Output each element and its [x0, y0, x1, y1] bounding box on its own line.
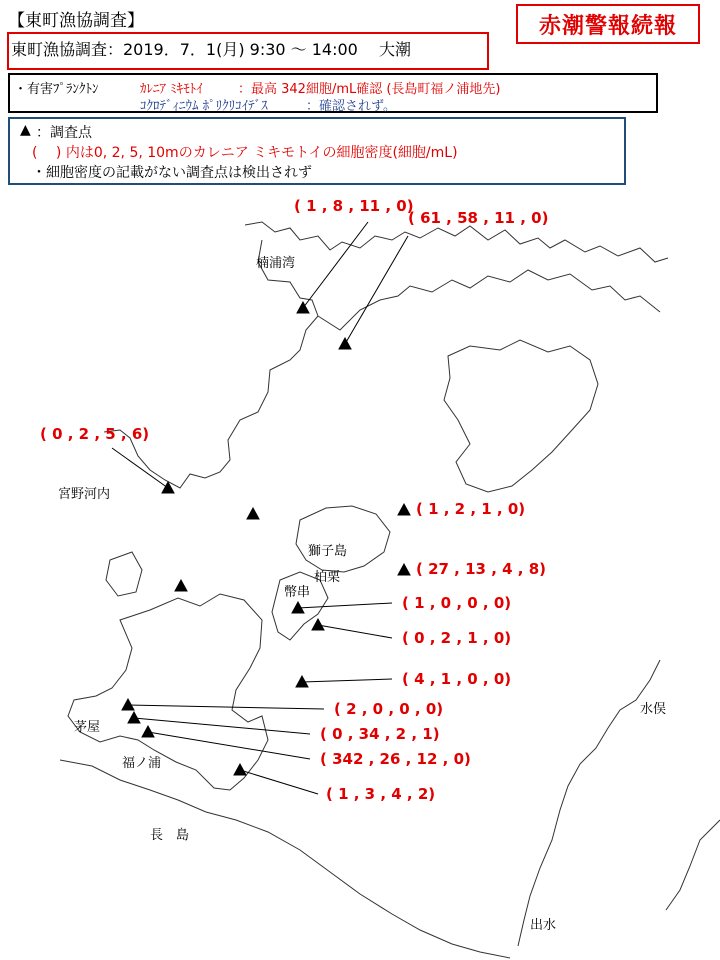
place-yuzuri: 柏栗 [314, 570, 341, 585]
station-label-s7: ( 27 , 13 , 4 , 8) [416, 560, 546, 578]
place-izumi: 出水 [530, 918, 557, 933]
west-island-1 [106, 552, 142, 596]
mainland-west [68, 594, 268, 790]
species2-result: ：確認されず。 [306, 99, 396, 114]
legend-marker-label: ：調査点 [36, 125, 92, 141]
leader-line-s11 [128, 705, 324, 709]
leader-line-s13 [148, 732, 310, 759]
leader-line-s1 [303, 222, 368, 308]
station-marker-s13[interactable] [142, 726, 154, 737]
station-label-s1: ( 1 , 8 , 11 , 0) [294, 197, 414, 215]
station-marker-s6[interactable] [398, 504, 410, 515]
species2-name: ｺｸﾛﾃﾞｨﾆｳﾑ ﾎﾟﾘｸﾘｺｲﾃﾞｽ [140, 99, 268, 114]
page-title: 【東町漁協調査】 [8, 11, 144, 31]
station-marker-s2[interactable] [339, 338, 351, 349]
legend-panel [8, 117, 626, 185]
station-label-s2: ( 61 , 58 , 11 , 0) [408, 209, 549, 227]
station-marker-s12[interactable] [128, 712, 140, 723]
station-marker-s1[interactable] [297, 302, 309, 313]
species1-name: ｶﾚﾆｱ ﾐｷﾓﾄｲ [140, 82, 203, 97]
station-marker-s4[interactable] [247, 508, 259, 519]
coastline-map [0, 190, 720, 960]
station-label-s3: ( 0 , 2 , 5 , 6) [40, 425, 150, 443]
kusuura-bay [104, 240, 318, 488]
station-marker-s11[interactable] [122, 699, 134, 710]
island-east [444, 340, 598, 492]
leader-line-s2 [345, 236, 408, 344]
place-kayashima: 茅屋 [74, 720, 101, 735]
station-marker-s9[interactable] [312, 619, 324, 630]
survey-info: 東町漁協調査：2019．7．1(月) 9:30 ～ 14:00 大潮 [7, 32, 489, 70]
shishijima-island [296, 506, 390, 572]
alert-badge: 赤潮警報続報 [516, 4, 700, 44]
station-label-s10: ( 4 , 1 , 0 , 0) [402, 670, 512, 688]
leader-line-s9 [318, 625, 392, 638]
species1-result: ：最高 342細胞/mL確認 (長島町福ノ浦地先) [238, 82, 501, 97]
station-label-s9: ( 0 , 2 , 1 , 0) [402, 629, 512, 647]
leader-line-s12 [134, 718, 310, 734]
station-label-s12: ( 0 , 34 , 2 , 1) [320, 725, 440, 743]
legend-no-data-note: ・細胞密度の記載がない調査点は検出されず [32, 165, 312, 181]
place-kusuura: 楠浦湾 [256, 256, 296, 271]
place-fukunoura: 福ノ浦 [122, 756, 162, 771]
leader-line-s3 [112, 448, 168, 488]
leader-line-s10 [302, 679, 392, 682]
nagashima-south [60, 760, 510, 958]
place-shishijima: 獅子島 [308, 544, 348, 559]
plankton-panel [8, 73, 658, 113]
station-marker-s5[interactable] [175, 580, 187, 591]
station-marker-s7[interactable] [398, 564, 410, 575]
station-label-s13: ( 342 , 26 , 12 , 0) [320, 750, 471, 768]
station-label-s14: ( 1 , 3 , 4 , 2) [326, 785, 436, 803]
station-marker-s14[interactable] [234, 764, 246, 775]
leader-line-s14 [240, 770, 318, 794]
place-heigushi: 幣串 [284, 585, 311, 600]
station-label-s8: ( 1 , 0 , 0 , 0) [402, 594, 512, 612]
legend-paren-note: ( ) 内は0, 2, 5, 10mのカレニア ミキモトイの細胞密度(細胞/mL) [32, 145, 458, 161]
minamata-coast [518, 660, 660, 946]
coast-north [245, 222, 668, 262]
triangle-icon: ▲ [20, 122, 31, 138]
east-coast-1 [318, 270, 660, 330]
izumi-river [666, 820, 720, 910]
plankton-heading: ・有害ﾌﾟﾗﾝｸﾄﾝ [14, 82, 99, 97]
station-label-s6: ( 1 , 2 , 1 , 0) [416, 500, 526, 518]
place-minamata: 水俣 [640, 702, 667, 717]
place-miyanokawachi: 宮野河内 [58, 487, 111, 502]
leader-line-s8 [298, 603, 392, 608]
place-nagashima: 長 島 [150, 828, 190, 843]
station-label-s11: ( 2 , 0 , 0 , 0) [334, 700, 444, 718]
